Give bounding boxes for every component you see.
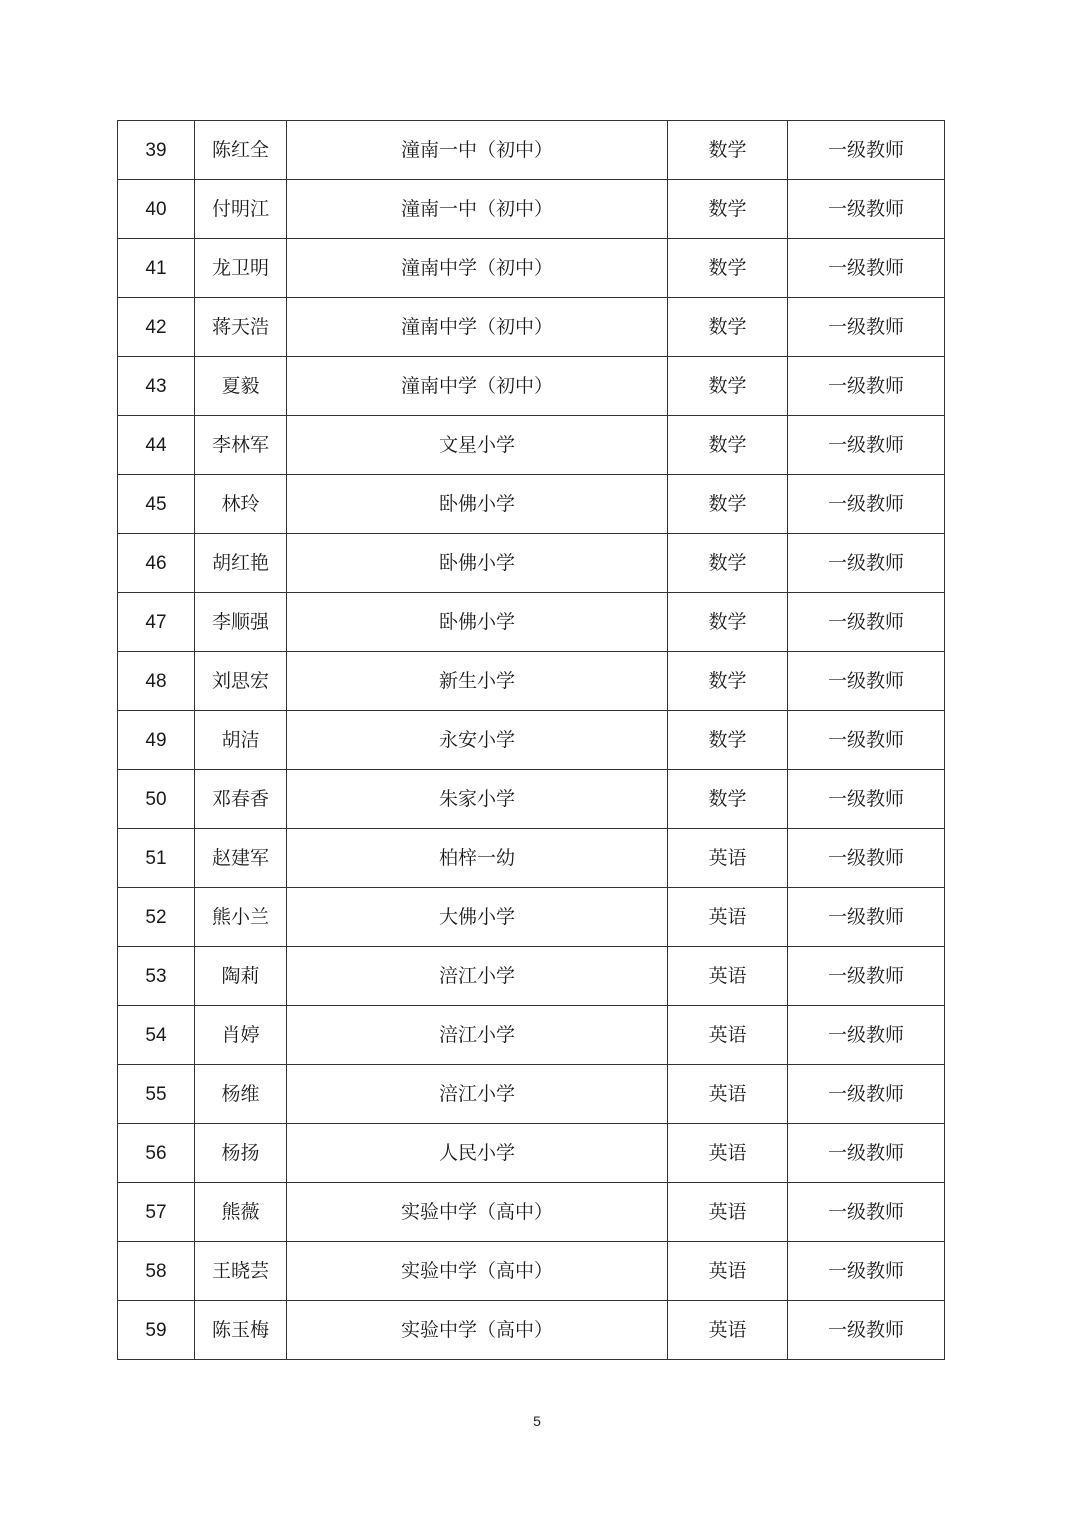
title-cell: 一级教师 <box>788 770 945 829</box>
table-row <box>118 1301 945 1360</box>
table-body <box>118 121 945 1360</box>
school-cell: 涪江小学 <box>287 1065 668 1124</box>
title-cell: 一级教师 <box>788 711 945 770</box>
subject-cell: 数学 <box>668 180 788 239</box>
teacher-name-cell: 熊小兰 <box>195 888 287 947</box>
table-row <box>118 1183 945 1242</box>
title-cell: 一级教师 <box>788 947 945 1006</box>
table-row <box>118 593 945 652</box>
table-row <box>118 711 945 770</box>
table-row <box>118 534 945 593</box>
title-cell: 一级教师 <box>788 357 945 416</box>
school-cell: 实验中学（高中） <box>287 1301 668 1360</box>
title-cell: 一级教师 <box>788 121 945 180</box>
row-number-cell: 42 <box>118 298 195 357</box>
row-number-cell: 47 <box>118 593 195 652</box>
table-row <box>118 947 945 1006</box>
school-cell: 卧佛小学 <box>287 534 668 593</box>
row-number-cell: 53 <box>118 947 195 1006</box>
subject-cell: 英语 <box>668 829 788 888</box>
school-cell: 大佛小学 <box>287 888 668 947</box>
school-cell: 永安小学 <box>287 711 668 770</box>
table-row <box>118 180 945 239</box>
subject-cell: 数学 <box>668 239 788 298</box>
subject-cell: 英语 <box>668 947 788 1006</box>
subject-cell: 数学 <box>668 534 788 593</box>
teacher-name-cell: 陶莉 <box>195 947 287 1006</box>
title-cell: 一级教师 <box>788 239 945 298</box>
table-row <box>118 1242 945 1301</box>
table-row <box>118 770 945 829</box>
subject-cell: 英语 <box>668 1242 788 1301</box>
table-row <box>118 357 945 416</box>
school-cell: 涪江小学 <box>287 947 668 1006</box>
subject-cell: 数学 <box>668 357 788 416</box>
title-cell: 一级教师 <box>788 1301 945 1360</box>
title-cell: 一级教师 <box>788 652 945 711</box>
row-number-cell: 56 <box>118 1124 195 1183</box>
title-cell: 一级教师 <box>788 1124 945 1183</box>
table-row <box>118 1065 945 1124</box>
school-cell: 潼南中学（初中） <box>287 357 668 416</box>
teacher-name-cell: 刘思宏 <box>195 652 287 711</box>
teacher-name-cell: 李林军 <box>195 416 287 475</box>
school-cell: 涪江小学 <box>287 1006 668 1065</box>
subject-cell: 数学 <box>668 416 788 475</box>
row-number-cell: 50 <box>118 770 195 829</box>
teacher-name-cell: 陈玉梅 <box>195 1301 287 1360</box>
table-row <box>118 652 945 711</box>
table-row <box>118 888 945 947</box>
school-cell: 实验中学（高中） <box>287 1183 668 1242</box>
school-cell: 潼南一中（初中） <box>287 180 668 239</box>
row-number-cell: 54 <box>118 1006 195 1065</box>
teacher-name-cell: 付明江 <box>195 180 287 239</box>
subject-cell: 数学 <box>668 593 788 652</box>
row-number-cell: 57 <box>118 1183 195 1242</box>
title-cell: 一级教师 <box>788 1183 945 1242</box>
teacher-name-cell: 龙卫明 <box>195 239 287 298</box>
school-cell: 文星小学 <box>287 416 668 475</box>
row-number-cell: 59 <box>118 1301 195 1360</box>
school-cell: 卧佛小学 <box>287 593 668 652</box>
school-cell: 实验中学（高中） <box>287 1242 668 1301</box>
subject-cell: 英语 <box>668 1124 788 1183</box>
page-number: 5 <box>533 1413 541 1429</box>
table-row <box>118 829 945 888</box>
teacher-name-cell: 杨扬 <box>195 1124 287 1183</box>
row-number-cell: 41 <box>118 239 195 298</box>
teacher-name-cell: 赵建军 <box>195 829 287 888</box>
subject-cell: 数学 <box>668 652 788 711</box>
school-cell: 潼南中学（初中） <box>287 239 668 298</box>
school-cell: 朱家小学 <box>287 770 668 829</box>
school-cell: 卧佛小学 <box>287 475 668 534</box>
row-number-cell: 40 <box>118 180 195 239</box>
subject-cell: 英语 <box>668 1065 788 1124</box>
teacher-name-cell: 胡洁 <box>195 711 287 770</box>
row-number-cell: 43 <box>118 357 195 416</box>
row-number-cell: 52 <box>118 888 195 947</box>
subject-cell: 数学 <box>668 770 788 829</box>
row-number-cell: 45 <box>118 475 195 534</box>
title-cell: 一级教师 <box>788 1065 945 1124</box>
table-row <box>118 1124 945 1183</box>
row-number-cell: 39 <box>118 121 195 180</box>
teacher-name-cell: 肖婷 <box>195 1006 287 1065</box>
row-number-cell: 48 <box>118 652 195 711</box>
school-cell: 柏梓一幼 <box>287 829 668 888</box>
teacher-name-cell: 蒋天浩 <box>195 298 287 357</box>
title-cell: 一级教师 <box>788 1006 945 1065</box>
table-row <box>118 1006 945 1065</box>
title-cell: 一级教师 <box>788 829 945 888</box>
subject-cell: 英语 <box>668 1006 788 1065</box>
teacher-name-cell: 林玲 <box>195 475 287 534</box>
row-number-cell: 49 <box>118 711 195 770</box>
title-cell: 一级教师 <box>788 298 945 357</box>
teacher-name-cell: 杨维 <box>195 1065 287 1124</box>
subject-cell: 英语 <box>668 1301 788 1360</box>
table-row <box>118 298 945 357</box>
row-number-cell: 46 <box>118 534 195 593</box>
teacher-name-cell: 胡红艳 <box>195 534 287 593</box>
subject-cell: 数学 <box>668 475 788 534</box>
title-cell: 一级教师 <box>788 593 945 652</box>
row-number-cell: 58 <box>118 1242 195 1301</box>
teacher-name-cell: 夏毅 <box>195 357 287 416</box>
subject-cell: 数学 <box>668 711 788 770</box>
school-cell: 潼南中学（初中） <box>287 298 668 357</box>
title-cell: 一级教师 <box>788 888 945 947</box>
row-number-cell: 44 <box>118 416 195 475</box>
subject-cell: 数学 <box>668 121 788 180</box>
subject-cell: 英语 <box>668 1183 788 1242</box>
table-row <box>118 416 945 475</box>
title-cell: 一级教师 <box>788 1242 945 1301</box>
row-number-cell: 51 <box>118 829 195 888</box>
teacher-name-cell: 熊薇 <box>195 1183 287 1242</box>
table-row <box>118 121 945 180</box>
subject-cell: 数学 <box>668 298 788 357</box>
table-row <box>118 239 945 298</box>
title-cell: 一级教师 <box>788 534 945 593</box>
teacher-name-cell: 李顺强 <box>195 593 287 652</box>
title-cell: 一级教师 <box>788 180 945 239</box>
school-cell: 新生小学 <box>287 652 668 711</box>
subject-cell: 英语 <box>668 888 788 947</box>
title-cell: 一级教师 <box>788 416 945 475</box>
teacher-name-cell: 王晓芸 <box>195 1242 287 1301</box>
row-number-cell: 55 <box>118 1065 195 1124</box>
teacher-roster-table <box>117 120 945 1360</box>
table-row <box>118 475 945 534</box>
teacher-name-cell: 陈红全 <box>195 121 287 180</box>
school-cell: 潼南一中（初中） <box>287 121 668 180</box>
title-cell: 一级教师 <box>788 475 945 534</box>
school-cell: 人民小学 <box>287 1124 668 1183</box>
teacher-name-cell: 邓春香 <box>195 770 287 829</box>
